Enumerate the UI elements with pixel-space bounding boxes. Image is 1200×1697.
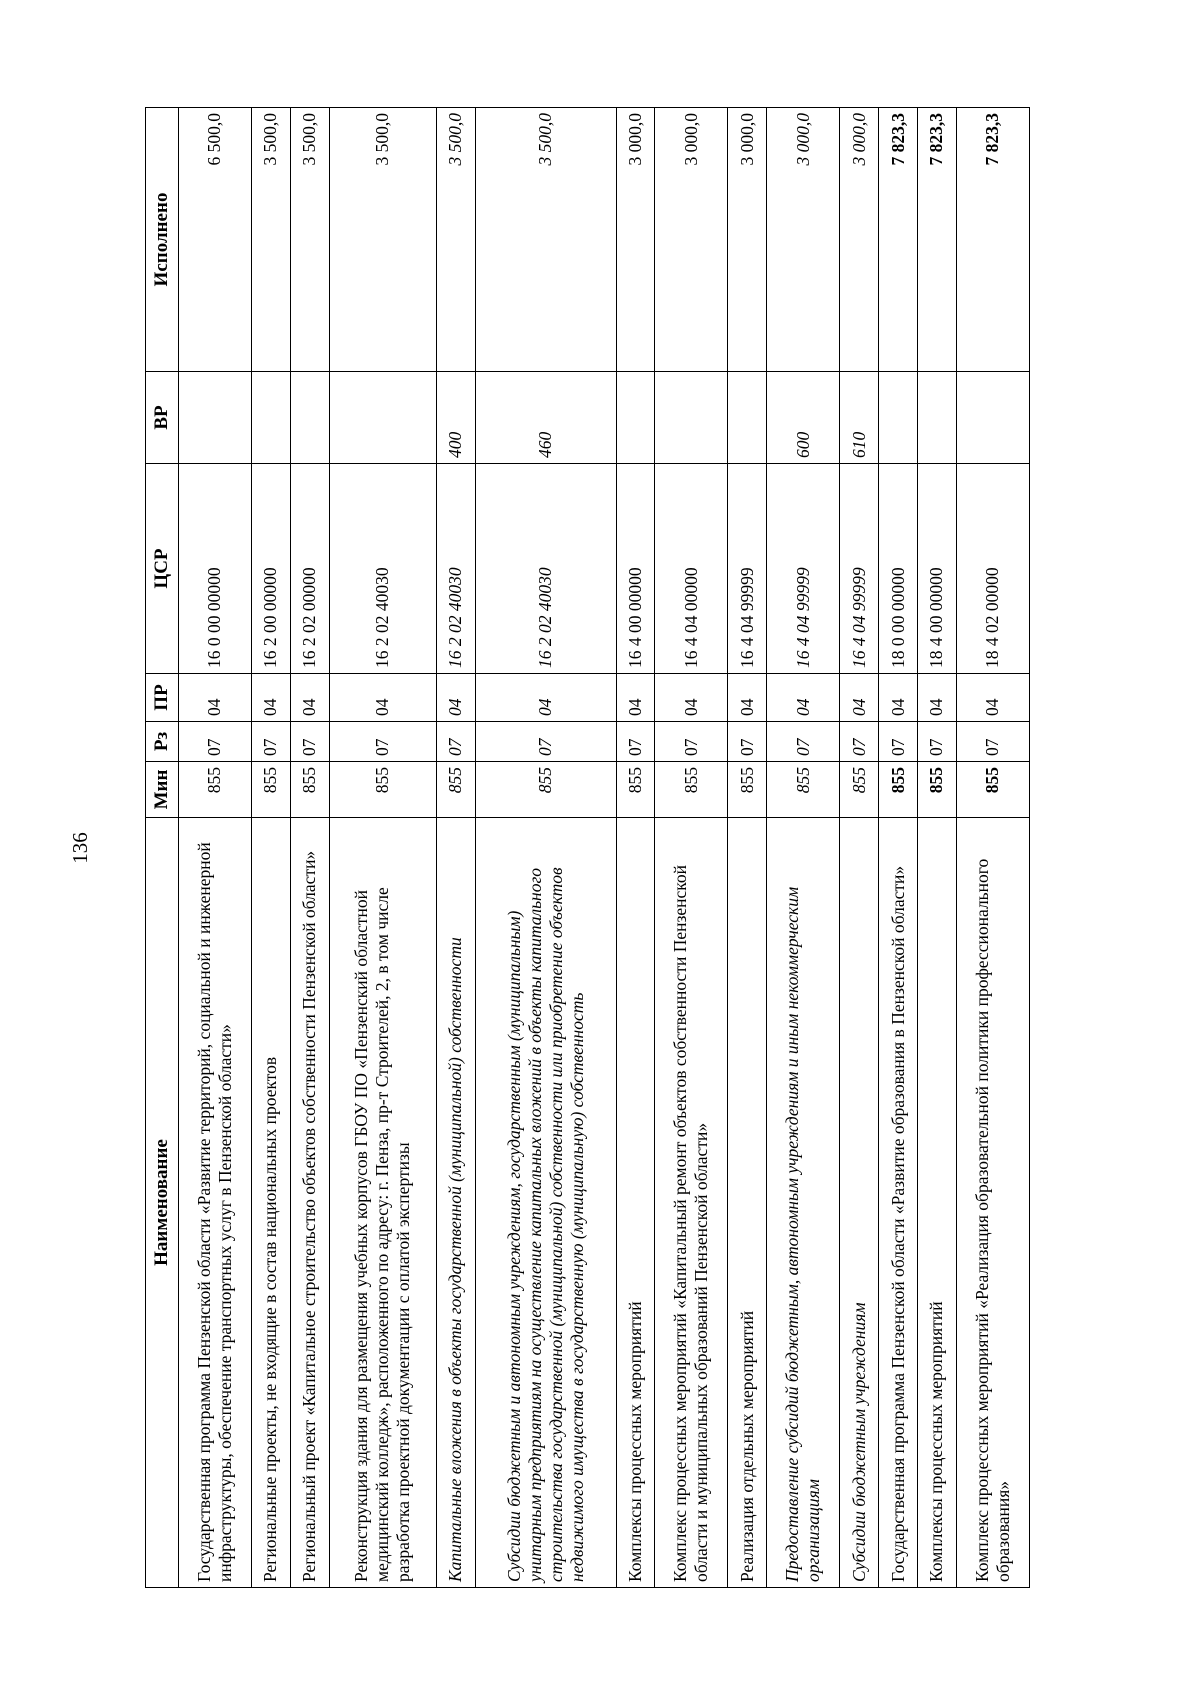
cell-name: Реконструкция здания для размещения учебных корпусов ГБОУ ПО «Пензенский областной медицинский колледж», расположенного по адресу: г. Пенза, пр-т Строителей, 2, в том числе разработка проектной документации с оплатой экспертизы [329, 818, 436, 1588]
cell-rz: 07 [918, 722, 957, 762]
table-body [179, 108, 1030, 1588]
cell-min: 855 [616, 762, 655, 818]
cell-name: Комплекс процессных мероприятий «Капитальный ремонт объектов собственности Пензенской области и муниципальных образований Пензенской области» [655, 818, 728, 1588]
table-row [767, 108, 840, 1588]
cell-pr: 04 [767, 674, 840, 722]
cell-rz: 07 [179, 722, 252, 762]
table-row [329, 108, 436, 1588]
cell-rz: 07 [728, 722, 767, 762]
cell-vr [251, 372, 290, 464]
cell-done: 6 500,0 [179, 108, 252, 372]
cell-done: 3 000,0 [728, 108, 767, 372]
cell-pr: 04 [840, 674, 879, 722]
table-row [918, 108, 957, 1588]
cell-vr: 610 [840, 372, 879, 464]
cell-min: 855 [179, 762, 252, 818]
cell-done: 3 500,0 [475, 108, 616, 372]
header-csr: ЦСР [146, 464, 179, 674]
cell-name: Комплексы процессных мероприятий [918, 818, 957, 1588]
cell-min: 855 [840, 762, 879, 818]
cell-csr: 16 4 00 00000 [616, 464, 655, 674]
cell-pr: 04 [879, 674, 918, 722]
cell-pr: 04 [616, 674, 655, 722]
cell-min: 855 [879, 762, 918, 818]
cell-rz: 07 [616, 722, 655, 762]
cell-done: 3 000,0 [767, 108, 840, 372]
cell-name: Государственная программа Пензенской области «Развитие территорий, социальной и инженерной инфраструктуры, обеспечение транспортных услуг в Пензенской области» [179, 818, 252, 1588]
cell-pr: 04 [956, 674, 1029, 722]
cell-name: Региональный проект «Капитальное строительство объектов собственности Пензенской области» [290, 818, 329, 1588]
cell-vr [918, 372, 957, 464]
cell-min: 855 [918, 762, 957, 818]
cell-csr: 16 4 04 99999 [728, 464, 767, 674]
cell-vr [956, 372, 1029, 464]
cell-name: Комплексы процессных мероприятий [616, 818, 655, 1588]
cell-vr [290, 372, 329, 464]
table-row [840, 108, 879, 1588]
cell-pr: 04 [918, 674, 957, 722]
cell-vr [179, 372, 252, 464]
cell-rz: 07 [767, 722, 840, 762]
cell-csr: 18 4 00 00000 [918, 464, 957, 674]
cell-done: 7 823,3 [956, 108, 1029, 372]
header-name: Наименование [146, 818, 179, 1588]
page-number: 136 [68, 832, 92, 864]
table-row [616, 108, 655, 1588]
cell-done: 3 000,0 [616, 108, 655, 372]
cell-vr [879, 372, 918, 464]
cell-pr: 04 [436, 674, 475, 722]
header-vr: ВР [146, 372, 179, 464]
cell-rz: 07 [329, 722, 436, 762]
table-row [179, 108, 252, 1588]
cell-rz: 07 [251, 722, 290, 762]
cell-rz: 07 [655, 722, 728, 762]
cell-done: 3 500,0 [436, 108, 475, 372]
cell-csr: 16 0 00 00000 [179, 464, 252, 674]
cell-min: 855 [655, 762, 728, 818]
cell-min: 855 [290, 762, 329, 818]
cell-csr: 16 2 02 40030 [475, 464, 616, 674]
cell-pr: 04 [251, 674, 290, 722]
table-row [956, 108, 1029, 1588]
cell-name: Реализация отдельных мероприятий [728, 818, 767, 1588]
table-row [436, 108, 475, 1588]
cell-vr [728, 372, 767, 464]
cell-pr: 04 [728, 674, 767, 722]
cell-name: Региональные проекты, не входящие в состав национальных проектов [251, 818, 290, 1588]
cell-csr: 16 2 00 00000 [251, 464, 290, 674]
table-row [251, 108, 290, 1588]
cell-pr: 04 [290, 674, 329, 722]
header-min: Мин [146, 762, 179, 818]
cell-rz: 07 [840, 722, 879, 762]
cell-rz: 07 [436, 722, 475, 762]
table-row [290, 108, 329, 1588]
cell-pr: 04 [475, 674, 616, 722]
cell-min: 855 [436, 762, 475, 818]
cell-min: 855 [728, 762, 767, 818]
cell-done: 7 823,3 [879, 108, 918, 372]
cell-done: 7 823,3 [918, 108, 957, 372]
cell-min: 855 [251, 762, 290, 818]
cell-vr: 600 [767, 372, 840, 464]
cell-min: 855 [329, 762, 436, 818]
cell-vr: 460 [475, 372, 616, 464]
cell-csr: 16 4 04 00000 [655, 464, 728, 674]
table-row [728, 108, 767, 1588]
cell-rz: 07 [475, 722, 616, 762]
table-row [475, 108, 616, 1588]
cell-min: 855 [956, 762, 1029, 818]
cell-done: 3 500,0 [251, 108, 290, 372]
table-row [655, 108, 728, 1588]
cell-name: Предоставление субсидий бюджетным, автономным учреждениям и иным некоммерческим организациям [767, 818, 840, 1588]
table-row [879, 108, 918, 1588]
cell-csr: 16 4 04 99999 [767, 464, 840, 674]
cell-done: 3 000,0 [655, 108, 728, 372]
cell-name: Капитальные вложения в объекты государственной (муниципальной) собственности [436, 818, 475, 1588]
cell-min: 855 [767, 762, 840, 818]
cell-csr: 16 2 02 40030 [329, 464, 436, 674]
cell-csr: 16 2 02 00000 [290, 464, 329, 674]
header-rz: Рз [146, 722, 179, 762]
cell-csr: 18 4 02 00000 [956, 464, 1029, 674]
cell-vr [655, 372, 728, 464]
cell-pr: 04 [329, 674, 436, 722]
cell-done: 3 500,0 [329, 108, 436, 372]
table-header-row [146, 108, 179, 1588]
cell-pr: 04 [655, 674, 728, 722]
cell-name: Субсидии бюджетным и автономным учреждениям, государственным (муниципальным) унитарным предприятиям на осуществление капитальных вложений в объекты капитального строительства государственной (муниципальной) собственности или приобретение объектов недвижимого имущества в государственную (муниципальную) собственность [475, 818, 616, 1588]
rotated-table-container [145, 108, 1030, 1588]
budget-table [145, 107, 1030, 1588]
cell-name: Государственная программа Пензенской области «Развитие образования в Пензенской области» [879, 818, 918, 1588]
cell-name: Комплекс процессных мероприятий «Реализация образовательной политики профессионального образования» [956, 818, 1029, 1588]
cell-name: Субсидии бюджетным учреждениям [840, 818, 879, 1588]
cell-vr: 400 [436, 372, 475, 464]
cell-rz: 07 [879, 722, 918, 762]
cell-pr: 04 [179, 674, 252, 722]
cell-rz: 07 [956, 722, 1029, 762]
header-done: Исполнено [146, 108, 179, 372]
cell-vr [329, 372, 436, 464]
cell-vr [616, 372, 655, 464]
header-pr: ПР [146, 674, 179, 722]
cell-min: 855 [475, 762, 616, 818]
cell-csr: 16 2 02 40030 [436, 464, 475, 674]
cell-done: 3 000,0 [840, 108, 879, 372]
cell-csr: 18 0 00 00000 [879, 464, 918, 674]
cell-rz: 07 [290, 722, 329, 762]
cell-csr: 16 4 04 99999 [840, 464, 879, 674]
cell-done: 3 500,0 [290, 108, 329, 372]
